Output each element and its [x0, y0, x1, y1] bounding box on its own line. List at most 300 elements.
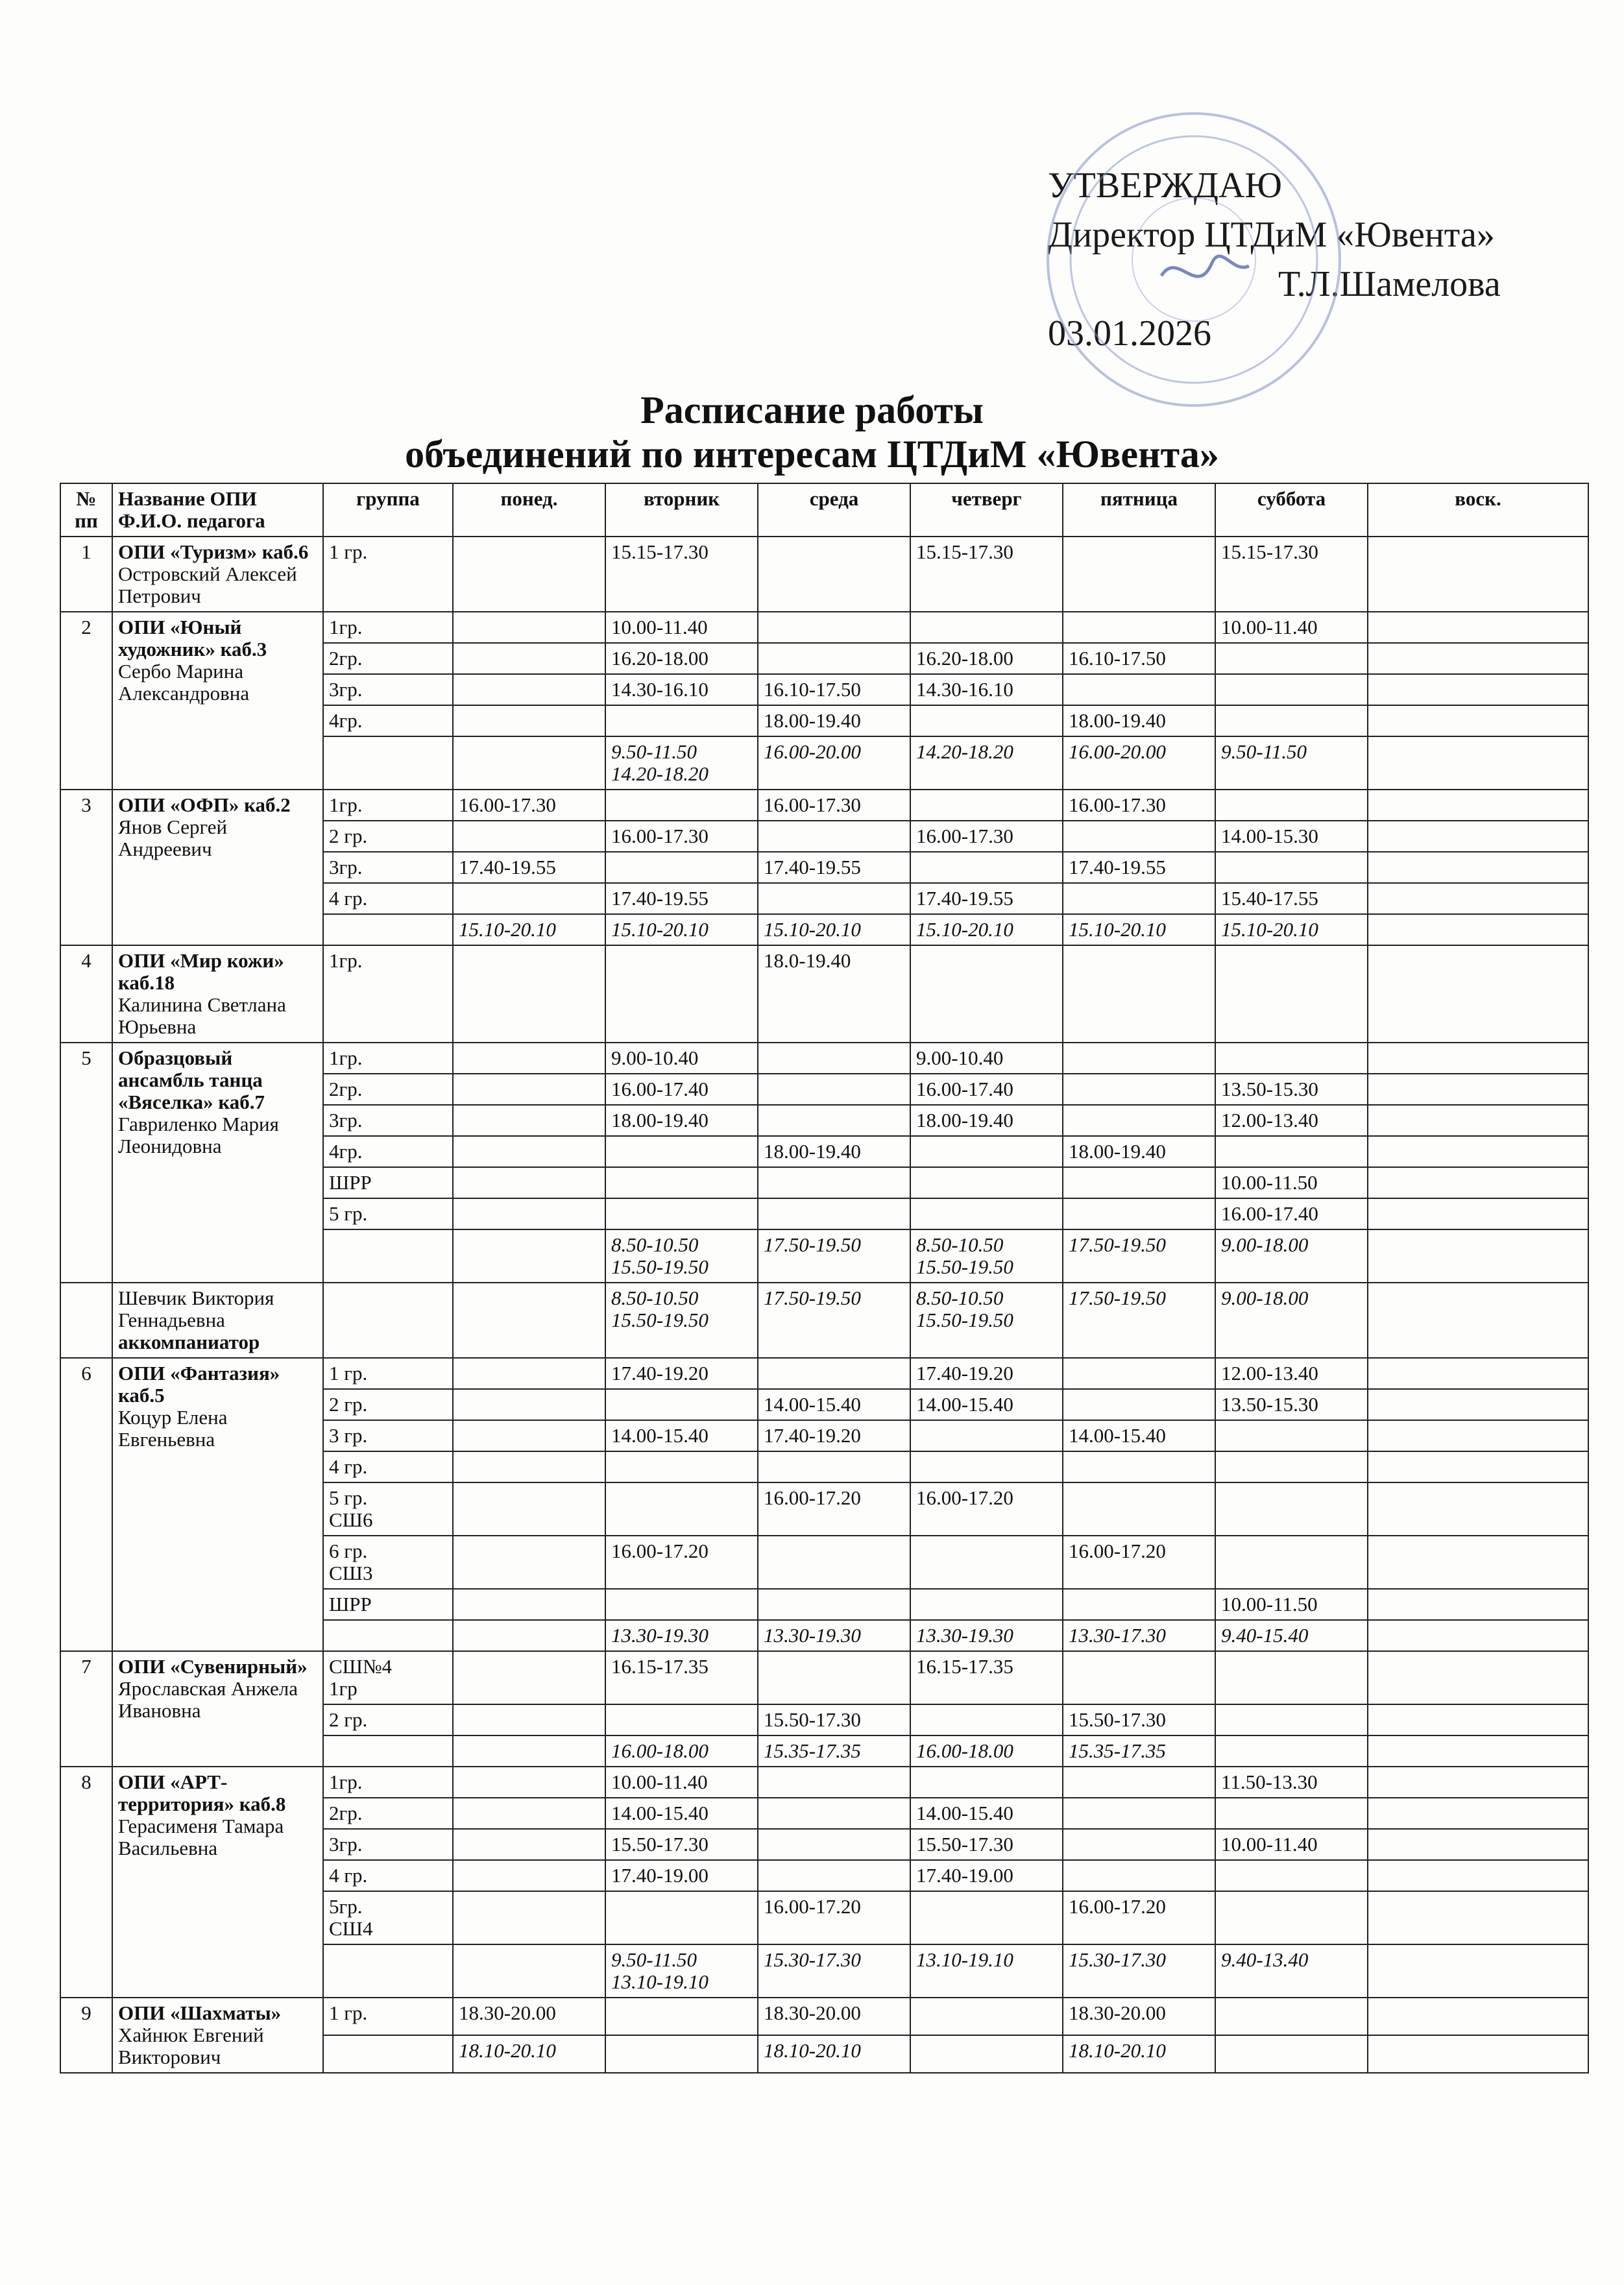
time-cell: 16.15-17.35 — [910, 1651, 1063, 1704]
time-cell — [1368, 1944, 1588, 1998]
group-cell: 1гр. — [323, 612, 453, 643]
row-number: 2 — [60, 612, 112, 790]
time-cell — [453, 1829, 605, 1860]
schedule-table — [60, 483, 1589, 2073]
time-cell: 8.50-10.50 15.50-19.50 — [910, 1229, 1063, 1283]
time-cell: 14.00-15.40 — [910, 1798, 1063, 1829]
time-cell: 16.00-17.30 — [1063, 790, 1215, 821]
time-cell — [453, 1105, 605, 1136]
time-cell — [1368, 1589, 1588, 1620]
teacher-role: аккомпаниатор — [118, 1331, 260, 1353]
time-cell — [910, 1198, 1063, 1229]
time-cell — [1368, 1651, 1588, 1704]
group-cell — [323, 1283, 453, 1358]
table-row — [60, 1767, 1588, 1798]
time-cell: 18.00-19.40 — [910, 1105, 1063, 1136]
time-cell — [1063, 1198, 1215, 1229]
time-cell — [453, 705, 605, 736]
time-cell: 16.00-17.30 — [453, 790, 605, 821]
time-cell — [758, 1798, 910, 1829]
time-cell — [605, 790, 758, 821]
time-cell — [1368, 1167, 1588, 1198]
time-cell: 10.00-11.40 — [605, 1767, 758, 1798]
time-cell — [453, 1651, 605, 1704]
row-number: 5 — [60, 1043, 112, 1283]
time-cell — [453, 883, 605, 914]
time-cell: 9.00-10.40 — [605, 1043, 758, 1074]
time-cell — [453, 1891, 605, 1944]
time-cell: 18.00-19.40 — [758, 1136, 910, 1167]
time-cell — [1368, 883, 1588, 914]
group-cell: 5 гр. — [323, 1198, 453, 1229]
time-cell — [453, 1198, 605, 1229]
teacher-name: Гавриленко Мария Леонидовна — [118, 1113, 279, 1157]
approval-heading: УТВЕРЖДАЮ — [1048, 165, 1282, 206]
group-cell: 2 гр. — [323, 1389, 453, 1420]
time-cell — [910, 612, 1063, 643]
club-cell — [112, 1651, 323, 1767]
time-cell — [1063, 1074, 1215, 1105]
time-cell: 17.40-19.55 — [605, 883, 758, 914]
time-cell — [1063, 1389, 1215, 1420]
time-cell: 12.00-13.40 — [1215, 1105, 1368, 1136]
row-number: 3 — [60, 790, 112, 945]
group-cell: 3гр. — [323, 1829, 453, 1860]
time-cell — [910, 1998, 1063, 2035]
time-cell — [453, 1536, 605, 1589]
time-cell — [1215, 1998, 1368, 2035]
time-cell — [605, 2035, 758, 2073]
time-cell — [910, 705, 1063, 736]
time-cell — [1368, 1229, 1588, 1283]
time-cell: 17.40-19.55 — [758, 852, 910, 883]
time-cell — [1368, 852, 1588, 883]
group-cell — [323, 2035, 453, 2073]
time-cell — [1215, 1043, 1368, 1074]
time-cell — [758, 1829, 910, 1860]
group-cell: 2 гр. — [323, 821, 453, 852]
time-cell — [605, 1167, 758, 1198]
time-cell — [1368, 1358, 1588, 1389]
time-cell — [453, 1389, 605, 1420]
time-cell — [453, 736, 605, 790]
time-cell — [1215, 705, 1368, 736]
group-cell — [323, 1620, 453, 1651]
time-cell — [758, 1451, 910, 1482]
teacher-name: Островский Алексей Петрович — [118, 562, 297, 607]
time-cell: 15.35-17.35 — [758, 1735, 910, 1767]
club-cell — [112, 1998, 323, 2073]
time-cell — [1368, 1704, 1588, 1735]
table-row — [60, 945, 1588, 1043]
col-header-friday: пятница — [1063, 483, 1215, 537]
group-cell: 2гр. — [323, 643, 453, 674]
time-cell — [1215, 1798, 1368, 1829]
time-cell — [1368, 1482, 1588, 1536]
time-cell: 17.50-19.50 — [1063, 1283, 1215, 1358]
group-cell: 4гр. — [323, 705, 453, 736]
time-cell: 16.10-17.50 — [1063, 643, 1215, 674]
time-cell: 13.10-19.10 — [910, 1944, 1063, 1998]
time-cell: 13.30-19.30 — [910, 1620, 1063, 1651]
time-cell: 16.00-18.00 — [605, 1735, 758, 1767]
col-header-wednesday: среда — [758, 483, 910, 537]
group-cell: 4гр. — [323, 1136, 453, 1167]
club-cell — [112, 612, 323, 790]
teacher-name: Шевчик Виктория Геннадьевна — [118, 1287, 274, 1331]
time-cell — [1368, 537, 1588, 612]
teacher-name: Янов Сергей Андреевич — [118, 816, 228, 860]
time-cell — [758, 1074, 910, 1105]
time-cell: 9.00-18.00 — [1215, 1283, 1368, 1358]
time-cell: 17.40-19.00 — [605, 1860, 758, 1891]
col-header-tuesday: вторник — [605, 483, 758, 537]
time-cell — [453, 1136, 605, 1167]
time-cell — [1368, 1860, 1588, 1891]
time-cell — [910, 2035, 1063, 2073]
time-cell: 10.00-11.50 — [1215, 1167, 1368, 1198]
group-cell: 2гр. — [323, 1074, 453, 1105]
group-cell: 5гр. СШ4 — [323, 1891, 453, 1944]
time-cell — [605, 1451, 758, 1482]
time-cell — [1368, 1389, 1588, 1420]
time-cell — [453, 1735, 605, 1767]
time-cell — [605, 1589, 758, 1620]
time-cell: 10.00-11.40 — [1215, 1829, 1368, 1860]
time-cell — [1215, 1860, 1368, 1891]
time-cell — [910, 852, 1063, 883]
time-cell — [1215, 1482, 1368, 1536]
time-cell — [758, 1651, 910, 1704]
time-cell: 16.20-18.00 — [910, 643, 1063, 674]
time-cell — [1368, 643, 1588, 674]
time-cell: 16.00-17.20 — [910, 1482, 1063, 1536]
time-cell: 14.20-18.20 — [910, 736, 1063, 790]
time-cell — [453, 1798, 605, 1829]
time-cell: 17.40-19.20 — [605, 1358, 758, 1389]
time-cell — [758, 1358, 910, 1389]
time-cell — [910, 1536, 1063, 1589]
time-cell: 16.00-17.40 — [1215, 1198, 1368, 1229]
time-cell — [1063, 1105, 1215, 1136]
group-cell: 3 гр. — [323, 1420, 453, 1451]
time-cell — [910, 1420, 1063, 1451]
time-cell: 15.30-17.30 — [758, 1944, 910, 1998]
time-cell — [605, 852, 758, 883]
time-cell: 15.10-20.10 — [910, 914, 1063, 945]
time-cell: 14.00-15.40 — [605, 1798, 758, 1829]
time-cell — [1063, 1651, 1215, 1704]
club-title: ОПИ «ОФП» каб.2 — [118, 793, 291, 816]
time-cell: 18.0-19.40 — [758, 945, 910, 1043]
time-cell — [910, 1136, 1063, 1167]
time-cell: 15.50-17.30 — [1063, 1704, 1215, 1735]
time-cell: 9.40-13.40 — [1215, 1944, 1368, 1998]
time-cell: 16.00-20.00 — [758, 736, 910, 790]
group-cell: 3гр. — [323, 674, 453, 705]
table-row — [60, 612, 1588, 643]
time-cell: 16.00-17.20 — [1063, 1891, 1215, 1944]
group-cell: 2 гр. — [323, 1704, 453, 1735]
time-cell: 15.15-17.30 — [1215, 537, 1368, 612]
group-cell: 4 гр. — [323, 1451, 453, 1482]
col-header-group: группа — [323, 483, 453, 537]
group-cell: 5 гр. СШ6 — [323, 1482, 453, 1536]
group-cell: 4 гр. — [323, 1860, 453, 1891]
time-cell — [758, 883, 910, 914]
time-cell: 16.15-17.35 — [605, 1651, 758, 1704]
teacher-name: Герасименя Тамара Васильевна — [118, 1815, 284, 1859]
time-cell — [453, 821, 605, 852]
time-cell — [1368, 1735, 1588, 1767]
time-cell: 18.30-20.00 — [453, 1998, 605, 2035]
time-cell — [1063, 1589, 1215, 1620]
time-cell: 16.00-17.40 — [910, 1074, 1063, 1105]
group-cell: ШРР — [323, 1167, 453, 1198]
time-cell — [605, 1389, 758, 1420]
time-cell — [453, 1589, 605, 1620]
table-body — [60, 537, 1588, 2073]
time-cell: 18.00-19.40 — [605, 1105, 758, 1136]
time-cell: 15.10-20.10 — [1063, 914, 1215, 945]
time-cell — [453, 945, 605, 1043]
time-cell — [453, 1860, 605, 1891]
time-cell: 16.00-17.20 — [758, 1891, 910, 1944]
time-cell — [910, 945, 1063, 1043]
col-header-monday: понед. — [453, 483, 605, 537]
time-cell — [910, 1704, 1063, 1735]
time-cell: 15.30-17.30 — [1063, 1944, 1215, 1998]
time-cell — [1063, 1358, 1215, 1389]
time-cell — [1215, 1651, 1368, 1704]
time-cell: 16.00-17.20 — [1063, 1536, 1215, 1589]
col-header-sunday: воск. — [1368, 483, 1588, 537]
teacher-name: Хайнюк Евгений Викторович — [118, 2024, 264, 2068]
row-number: 8 — [60, 1767, 112, 1998]
time-cell: 16.00-17.20 — [605, 1536, 758, 1589]
time-cell — [453, 1074, 605, 1105]
time-cell — [605, 1891, 758, 1944]
time-cell: 13.50-15.30 — [1215, 1074, 1368, 1105]
table-row — [60, 1043, 1588, 1074]
time-cell — [605, 945, 758, 1043]
time-cell: 9.00-10.40 — [910, 1043, 1063, 1074]
row-number: 1 — [60, 537, 112, 612]
time-cell — [1368, 1420, 1588, 1451]
time-cell: 11.50-13.30 — [1215, 1767, 1368, 1798]
time-cell — [453, 1043, 605, 1074]
time-cell — [1368, 1798, 1588, 1829]
official-stamp — [1038, 104, 1350, 415]
time-cell: 10.00-11.40 — [605, 612, 758, 643]
time-cell — [758, 1589, 910, 1620]
time-cell — [1215, 1735, 1368, 1767]
time-cell: 18.10-20.10 — [758, 2035, 910, 2073]
time-cell: 15.35-17.35 — [1063, 1735, 1215, 1767]
club-title: ОПИ «Фантазия» каб.5 — [118, 1362, 280, 1407]
time-cell — [1368, 1105, 1588, 1136]
time-cell — [1063, 674, 1215, 705]
group-cell: 6 гр. СШ3 — [323, 1536, 453, 1589]
col-header-name: Название ОПИ Ф.И.О. педагога — [112, 483, 323, 537]
time-cell — [453, 674, 605, 705]
time-cell: 18.00-19.40 — [1063, 705, 1215, 736]
club-title: ОПИ «Мир кожи» каб.18 — [118, 949, 284, 994]
time-cell — [910, 790, 1063, 821]
time-cell — [1063, 1482, 1215, 1536]
teacher-name: Ярославская Анжела Ивановна — [118, 1677, 298, 1722]
time-cell — [1215, 945, 1368, 1043]
time-cell — [1368, 1620, 1588, 1651]
time-cell — [605, 1136, 758, 1167]
time-cell: 14.00-15.40 — [1063, 1420, 1215, 1451]
title-line-2: объединений по интересам ЦТДиМ «Ювента» — [405, 433, 1219, 476]
table-row — [60, 537, 1588, 612]
time-cell — [1063, 537, 1215, 612]
time-cell — [1215, 1136, 1368, 1167]
time-cell — [1368, 1767, 1588, 1798]
time-cell — [1063, 1829, 1215, 1860]
time-cell — [1063, 945, 1215, 1043]
time-cell — [910, 1589, 1063, 1620]
time-cell — [605, 1998, 758, 2035]
time-cell — [1063, 1798, 1215, 1829]
group-cell: 1гр. — [323, 1767, 453, 1798]
time-cell: 16.10-17.50 — [758, 674, 910, 705]
time-cell: 16.00-17.30 — [758, 790, 910, 821]
row-number — [60, 1283, 112, 1358]
time-cell — [758, 643, 910, 674]
group-cell: СШ№4 1гр — [323, 1651, 453, 1704]
club-title: Образцовый ансамбль танца «Вяселка» каб.7 — [118, 1046, 265, 1113]
table-row — [60, 1998, 1588, 2035]
time-cell — [1368, 674, 1588, 705]
club-title: ОПИ «Юный художник» каб.3 — [118, 616, 267, 660]
time-cell — [1368, 1043, 1588, 1074]
time-cell: 8.50-10.50 15.50-19.50 — [605, 1283, 758, 1358]
time-cell — [453, 1620, 605, 1651]
teacher-name: Сербо Марина Александровна — [118, 660, 250, 705]
time-cell — [1368, 1829, 1588, 1860]
time-cell: 15.10-20.10 — [453, 914, 605, 945]
time-cell — [1063, 1043, 1215, 1074]
time-cell — [1063, 1451, 1215, 1482]
club-cell — [112, 790, 323, 945]
time-cell — [453, 1451, 605, 1482]
club-title: ОПИ «АРТ-территория» каб.8 — [118, 1771, 286, 1815]
group-cell — [323, 736, 453, 790]
time-cell — [453, 1420, 605, 1451]
time-cell — [758, 537, 910, 612]
table-row — [60, 1283, 1588, 1358]
time-cell — [1368, 1136, 1588, 1167]
club-title: ОПИ «Сувенирный» — [118, 1655, 308, 1678]
time-cell — [453, 643, 605, 674]
time-cell: 17.40-19.20 — [910, 1358, 1063, 1389]
table-row — [60, 1358, 1588, 1389]
time-cell — [1215, 790, 1368, 821]
time-cell — [605, 1704, 758, 1735]
time-cell: 18.30-20.00 — [1063, 1998, 1215, 2035]
title-line-1: Расписание работы — [640, 389, 984, 431]
time-cell: 17.40-19.20 — [758, 1420, 910, 1451]
group-cell: ШРР — [323, 1589, 453, 1620]
group-cell: 4 гр. — [323, 883, 453, 914]
time-cell — [1215, 2035, 1368, 2073]
time-cell — [758, 821, 910, 852]
time-cell — [1063, 1860, 1215, 1891]
time-cell: 18.10-20.10 — [1063, 2035, 1215, 2073]
time-cell — [1368, 705, 1588, 736]
time-cell — [1368, 821, 1588, 852]
time-cell — [605, 1198, 758, 1229]
teacher-name: Коцур Елена Евгеньевна — [118, 1406, 228, 1451]
club-cell — [112, 1358, 323, 1651]
time-cell — [1063, 883, 1215, 914]
time-cell: 17.40-19.55 — [1063, 852, 1215, 883]
time-cell: 16.00-17.30 — [605, 821, 758, 852]
time-cell — [1368, 1998, 1588, 2035]
time-cell: 16.00-17.30 — [910, 821, 1063, 852]
time-cell — [910, 1451, 1063, 1482]
time-cell — [1215, 1451, 1368, 1482]
row-number: 4 — [60, 945, 112, 1043]
time-cell: 14.00-15.40 — [605, 1420, 758, 1451]
time-cell: 15.15-17.30 — [910, 537, 1063, 612]
time-cell — [453, 1167, 605, 1198]
time-cell: 17.50-19.50 — [1063, 1229, 1215, 1283]
time-cell — [1368, 736, 1588, 790]
time-cell: 8.50-10.50 15.50-19.50 — [910, 1283, 1063, 1358]
time-cell: 9.40-15.40 — [1215, 1620, 1368, 1651]
club-title: ОПИ «Туризм» каб.6 — [118, 540, 309, 563]
time-cell — [1215, 1704, 1368, 1735]
time-cell: 9.00-18.00 — [1215, 1229, 1368, 1283]
teacher-name: Калинина Светлана Юрьевна — [118, 993, 286, 1038]
time-cell — [453, 612, 605, 643]
time-cell: 10.00-11.40 — [1215, 612, 1368, 643]
time-cell — [1063, 1767, 1215, 1798]
time-cell — [910, 1167, 1063, 1198]
club-cell — [112, 1043, 323, 1283]
time-cell: 16.00-18.00 — [910, 1735, 1063, 1767]
group-cell — [323, 1735, 453, 1767]
table-header-row — [60, 483, 1588, 537]
time-cell: 14.00-15.40 — [910, 1389, 1063, 1420]
group-cell — [323, 1229, 453, 1283]
time-cell: 16.00-20.00 — [1063, 736, 1215, 790]
group-cell — [323, 1944, 453, 1998]
time-cell: 14.30-16.10 — [605, 674, 758, 705]
time-cell — [453, 1767, 605, 1798]
time-cell: 17.40-19.55 — [910, 883, 1063, 914]
group-cell: 2гр. — [323, 1798, 453, 1829]
time-cell: 17.50-19.50 — [758, 1229, 910, 1283]
time-cell — [453, 537, 605, 612]
club-cell — [112, 537, 323, 612]
time-cell — [910, 1767, 1063, 1798]
time-cell — [1215, 852, 1368, 883]
time-cell: 18.30-20.00 — [758, 1998, 910, 2035]
time-cell: 15.10-20.10 — [1215, 914, 1368, 945]
row-number: 6 — [60, 1358, 112, 1651]
time-cell — [1368, 1891, 1588, 1944]
group-cell: 1гр. — [323, 1043, 453, 1074]
time-cell — [453, 1229, 605, 1283]
time-cell: 10.00-11.50 — [1215, 1589, 1368, 1620]
time-cell — [1215, 1420, 1368, 1451]
time-cell: 17.50-19.50 — [758, 1283, 910, 1358]
